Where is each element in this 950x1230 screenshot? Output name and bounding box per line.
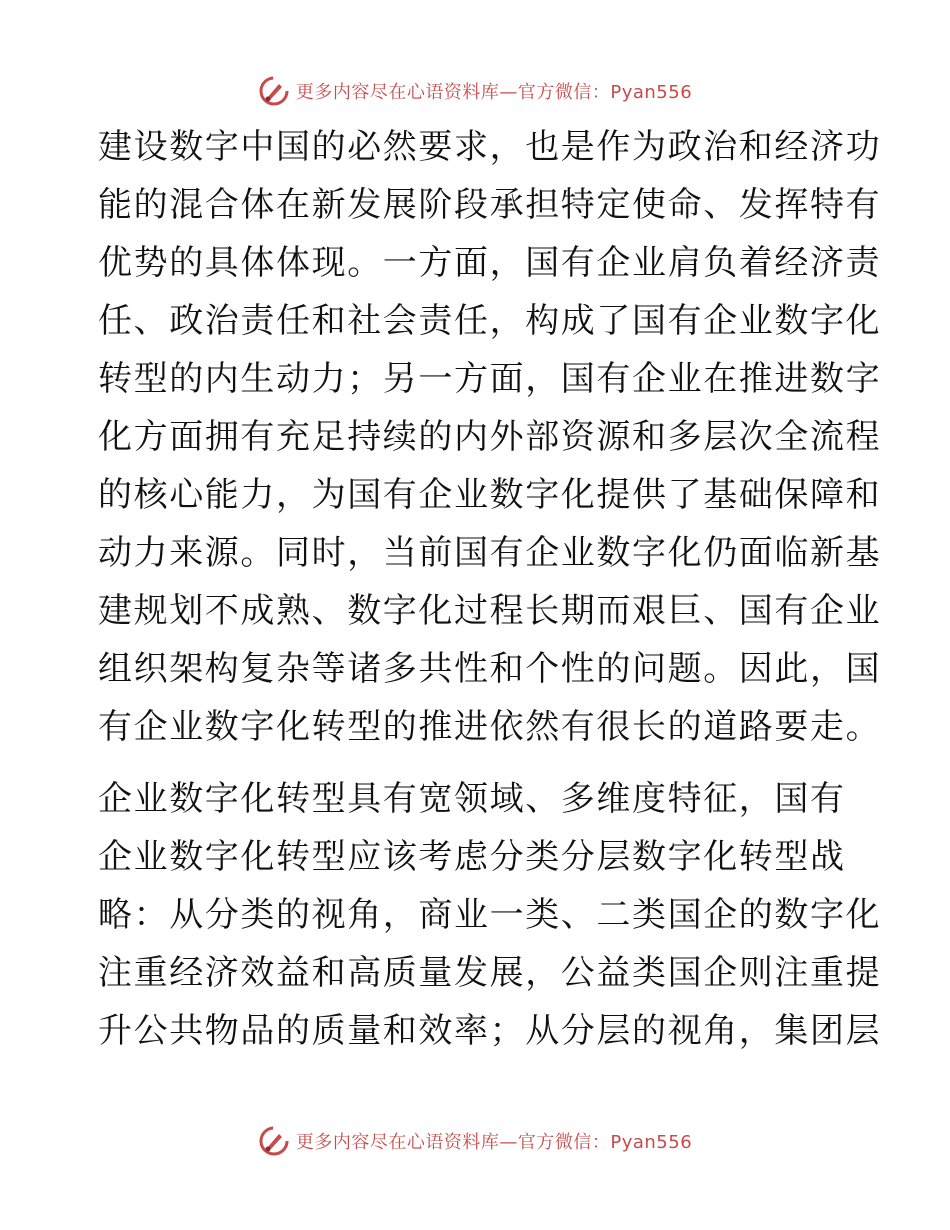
text-line: 有企业数字化转型的推进依然有很长的道路要走。	[98, 707, 882, 747]
text-line: 建规划不成熟、数字化过程长期而艰巨、国有企业	[98, 591, 882, 631]
paragraph	[98, 770, 882, 1060]
watermark-text: 更多内容尽在心语资料库—官方微信：Pyan556	[295, 1132, 693, 1153]
header-watermark	[0, 74, 950, 108]
ink-pen-seal-icon	[258, 75, 290, 107]
text-line: 的核心能力，为国有企业数字化提供了基础保障和	[98, 475, 882, 515]
footer-watermark	[0, 1124, 950, 1158]
paragraph-gap	[98, 756, 858, 770]
text-line: 动力来源。同时，当前国有企业数字化仍面临新基	[98, 533, 882, 573]
text-line: 任、政治责任和社会责任，构成了国有企业数字化	[98, 301, 882, 341]
text-line: 企业数字化转型具有宽领域、多维度特征，国有	[98, 779, 846, 819]
text-line: 组织架构复杂等诸多共性和个性的问题。因此，国	[98, 649, 882, 689]
paragraph	[98, 118, 882, 756]
text-line: 能的混合体在新发展阶段承担特定使命、发挥特有	[98, 185, 882, 225]
text-line: 升公共物品的质量和效率；从分层的视角，集团层	[98, 1011, 882, 1051]
text-line: 注重经济效益和高质量发展，公益类国企则注重提	[98, 953, 882, 993]
watermark-text: 更多内容尽在心语资料库—官方微信：Pyan556	[295, 82, 693, 103]
text-line: 略：从分类的视角，商业一类、二类国企的数字化	[98, 895, 882, 935]
text-line: 化方面拥有充足持续的内外部资源和多层次全流程	[98, 417, 882, 457]
text-line: 转型的内生动力；另一方面，国有企业在推进数字	[98, 359, 882, 399]
text-line: 企业数字化转型应该考虑分类分层数字化转型战	[98, 837, 846, 877]
document-body	[98, 118, 882, 1060]
ink-pen-seal-icon	[258, 1125, 290, 1157]
text-line: 建设数字中国的必然要求，也是作为政治和经济功	[98, 127, 882, 167]
text-line: 优势的具体体现。一方面，国有企业肩负着经济责	[98, 243, 882, 283]
